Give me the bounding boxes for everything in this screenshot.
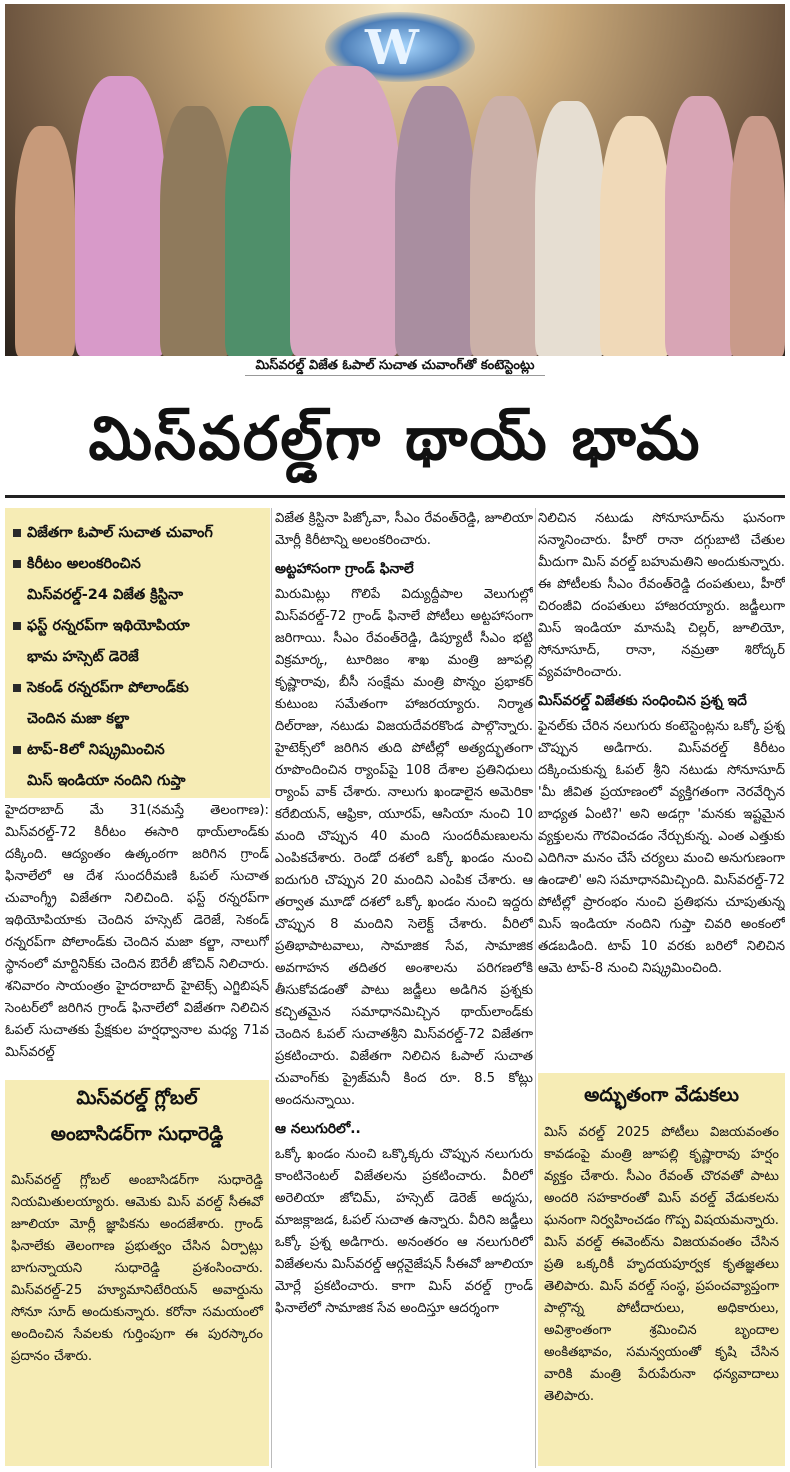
ambassador-title-line-1: మిస్‌వరల్డ్ గ్లోబల్ <box>76 1087 198 1109</box>
highlights-box <box>5 508 270 798</box>
headline: మిస్‌వరల్డ్‌గా థాయ్ భామ <box>88 404 702 474</box>
highlight-item: విజేతగా ఓపాల్ సుచాత చువాంగ్ <box>13 518 264 549</box>
subheading-final-four: ఆ నలుగురిలో.. <box>275 1121 361 1137</box>
article-column-2 <box>275 508 533 1468</box>
highlight-item-continued: చెందిన మజా కల్జా <box>27 711 130 727</box>
square-bullet-icon <box>13 684 21 692</box>
highlight-item: సెకండ్ రన్నరప్‌గా పోలాండ్‌కు <box>13 673 264 704</box>
contestant-figure <box>395 86 475 356</box>
article-column-3 <box>538 508 785 1068</box>
highlight-item-continued: భామ హస్సెట్ డెరెజే <box>27 649 139 665</box>
celebrations-text-block <box>538 1118 785 1466</box>
contestant-figure <box>665 96 735 356</box>
contestant-figure <box>470 96 540 356</box>
square-bullet-icon <box>13 622 21 630</box>
intro-paragraph: హైదరాబాద్ మే 31(నమస్తే తెలంగాణ): మిస్‌వరల్డ్-72 కిరీటం ఈసారి థాయ్‌లాండ్‌కు దక్కింది. ఆద్యంతం ఉత్కంఠగా జరిగిన గ్రాండ్ ఫినాలేలో ఆ దేశ సుందరీమణి ఓపల్ సుచాత చువాంగ్శ్రీ విజేతగా నిలిచింది. ఫస్ట్ రన్నరప్‌గా ఇథియోపియాకు చెందిన హస్సెట్ డెరెజే, సెకండ్ రన్నరప్‌గా పోలాండ్‌కు చెందిన మజా కల్జా, నాలుగో స్థానంలో మార్టినిక్‌కు చెందిన ఔరేలీ జోచిన్ నిలిచారు. శనివారం సాయంత్రం హైదరాబాద్ హైటెక్స్ ఎగ్జిబిషన్ సెంటర్‌లో జరిగిన గ్రాండ్ ఫినాలేలో విజేతగా నిలిచిన ఓపల్ సుచాతకు ప్రేక్షకుల హర్షధ్వానాల మధ్య 71వ మిస్‌వరల్డ్ <box>5 803 269 1060</box>
highlight-item: కిరీటం అలంకరించిన <box>13 549 264 580</box>
ambassador-box <box>5 1080 269 1166</box>
contestant-figure <box>225 106 295 356</box>
contestant-figure <box>535 101 605 356</box>
article-column-1 <box>5 800 269 1075</box>
headline-rule <box>5 495 785 498</box>
highlight-item: టాప్-8లో నిష్క్రమించిన <box>13 735 264 766</box>
highlight-item-continued: మిస్ ఇండియా నందిని గుప్తా <box>27 773 186 789</box>
column-divider <box>535 508 536 1468</box>
subheading-question: మిస్‌వరల్డ్ విజేతకు సంధించిన ప్రశ్న ఇదే <box>538 693 747 709</box>
logo-letter: W <box>365 20 419 76</box>
ambassador-title-line-2: అంబాసిడర్‌గా సుధారెడ్డి <box>50 1123 224 1145</box>
column-divider <box>271 508 272 1468</box>
celebrations-paragraph: మిస్ వరల్డ్ 2025 పోటీలు విజయవంతం కావడంపై మంత్రి జూపల్లి కృష్ణారావు హర్షం వ్యక్తం చేశారు. సీఎం రేవంత్ చొరవతో పాటు అందరి సహకారంతో మిస్ వరల్డ్ వేడుకలను ఘనంగా నిర్వహించడం గొప్ప విషయమన్నారు. మిస్ వరల్డ్ ఈవెంట్‌ను విజయవంతం చేసిన ప్రతి ఒక్కరికీ హృదయపూర్వక కృతజ్ఞతలు తెలిపారు. మిస్ వరల్డ్ సంస్థ, ప్రపంచవ్యాప్తంగా పాల్గొన్న పోటీదారులు, అధికారులు, అవిశ్రాంతంగా శ్రమించిన బృందాల అంకితభావం, సమన్వయంతో కృషి చేసిన వారికి మంత్రి పేరుపేరునా ధన్యవాదాలు తెలిపారు. <box>544 1125 779 1404</box>
lead-paragraph: విజేత క్రిస్టినా పిజ్కోవా, సీఎం రేవంత్‌రెడ్డి, జూలియా మోర్లీ కిరీటాన్ని అలంకరించారు. <box>275 511 533 548</box>
contestant-figure <box>290 66 400 356</box>
contestant-figure <box>730 116 785 356</box>
grand-finale-paragraph: మిరుమిట్లు గొలిపే విద్యుద్దీపాల వెలుగుల్లో మిస్‌వరల్డ్-72 గ్రాండ్ ఫినాలే పోటీలు అట్టహాసంగా జరిగాయి. సీఎం రేవంత్‌రెడ్డి, డిప్యూటీ సీఎం భట్టి విక్రమార్క, టూరిజం శాఖ మంత్రి జూపల్లి కృష్ణారావు, బీసీ సంక్షేమ మంత్రి పొన్నం ప్రభాకర్ కుటుంబ సమేతంగా హాజరయ్యారు. నిర్మాత దిల్‌రాజు, నటుడు విజయదేవరకొండ పాల్గొన్నారు. హైటెక్స్‌లో జరిగిన తుది పోటీల్లో అత్యద్భుతంగా రూపొందించిన ర్యాంప్‌పై 108 దేశాల ప్రతినిధులు ర్యాంప్ వాక్ చేశారు. నాలుగు ఖండాలైన అమెరికా కరేబియన్, ఆఫ్రికా, యూరప్, ఆసియా నుంచి 10 మంది చొప్పున 40 మంది సుందరీమణులను ఎంపికచేశారు. రెండో దశలో ఒక్కో ఖండం నుంచి ఐదుగురి చొప్పున 20 మందిని ఎంపిక చేశారు. ఆ తర్వాత మూడో దశలో ఒక్కో ఖండం నుంచి ఇద్దరు చొప్పున 8 మందిని సెలెక్ట్ చేశారు. వీరిలో ప్రతిభాపాటవాలు, సామాజిక సేవ, సామాజిక అవగాహన తదితర అంశాలను పరిగణలోకి తీసుకోవడంతో పాటు జడ్జీలు అడిగిన ప్రశ్నకు కచ్చితమైన సమాధానమిచ్చిన థాయ్‌లాండ్‌కు చెందిన ఓపల్ సుచాతశ్రీని మిస్‌వరల్డ్-72 విజేతగా ప్రకటించారు. విజేతగా నిలిచిన ఓపాల్ సుచాత చువాంగ్‌కు ప్రైజ్‌మనీ కింద రూ. 8.5 కోట్లు అందనున్నాయి. <box>275 587 533 1108</box>
question-paragraph: ఫైనల్‌కు చేరిన నలుగురు కంటెస్టెంట్లను ఒక్కో ప్రశ్న చొప్పున అడిగారు. మిస్‌వరల్డ్ కిరీటం దక్కించుకున్న ఓపల్ శ్రీని నటుడు సోనూసూద్ 'మీ జీవిత ప్రయాణంలో వ్యక్తిగతంగా నెరవేర్చిన బాధ్యత ఏంటి?' అని అడగ్గా 'మనకు ఇష్టమైన వ్యక్తులను గౌరవించడం నేర్చుకున్న. ఎంత ఎత్తుకు ఎదిగినా మనం చేసే చర్యలు మంచి అనుగుణంగా ఉండాలి' అని సమాధానమిచ్చింది. మిస్‌వరల్డ్-72 పోటీల్లో ప్రారంభం నుంచి ప్రతిభను చూపుతున్న మిస్ ఇండియా నందిని గుప్తా చివరి అంకంలో తడబడింది. టాప్ 10 వరకు బరిలో నిలిచిన ఆమె టాప్-8 నుంచి నిష్క్రమించింది. <box>538 719 785 976</box>
square-bullet-icon <box>13 746 21 754</box>
celebrations-title-box: అద్భుతంగా వేడుకలు <box>538 1073 785 1118</box>
square-bullet-icon <box>13 529 21 537</box>
contestants-photo <box>5 4 785 356</box>
sonu-sood-paragraph: నిలిచిన నటుడు సోనూసూద్‌ను ఘనంగా సన్మానించారు. హీరో రానా దగ్గుబాటి చేతుల మీదుగా మిస్ వరల్డ్ బహుమతిని అందుకున్నారు. ఈ పోటీలకు సీఎం రేవంత్‌రెడ్డి దంపతులు, హీరో చిరంజీవి దంపతులు హాజరయ్యారు. జడ్జీలుగా మిస్ ఇండియా మానుషి చిల్లర్, జూలియో, సోనూసూద్, రానా, నమ్రతా శిరోద్కర్ వ్యవహరించారు. <box>538 511 785 680</box>
contestant-figure <box>160 106 230 356</box>
contestant-figure <box>600 116 670 356</box>
highlight-item-continued: మిస్‌వరల్డ్-24 విజేత క్రిస్టినా <box>27 587 184 603</box>
ambassador-paragraph: మిస్‌వరల్డ్ గ్లోబల్ అంబాసిడర్‌గా సుధారెడ్డి నియమితులయ్యారు. ఆమెకు మిస్ వరల్డ్ సీఈవో జూలియా మోర్లీ జ్ఞాపికను అందజేశారు. గ్రాండ్ ఫినాలేకు తెలంగాణ ప్రభుత్వం చేసిన ఏర్పాట్లు బాగున్నాయని సుధారెడ్డి ప్రశంసించారు. మిస్‌వరల్డ్-25 హ్యూమానిటేరియన్ అవార్డును సోనూ సూద్ అందుకున్నారు. కరోనా సమయంలో అందించిన సేవలకు గుర్తింపుగా ఈ పురస్కారం ప్రదానం చేశారు. <box>11 1173 263 1364</box>
contestant-figure <box>75 76 165 356</box>
ambassador-text-block <box>5 1166 269 1466</box>
subheading-grand-finale: అట్టహాసంగా గ్రాండ్ ఫినాలే <box>275 561 414 577</box>
square-bullet-icon <box>13 560 21 568</box>
contestant-figure <box>15 126 75 356</box>
photo-caption: మిస్‌వరల్డ్ విజేత ఓపాల్ సుచాత చువాంగ్‌తో కంటెస్టెంట్లు <box>0 358 790 376</box>
highlight-item: ఫస్ట్ రన్నరప్‌గా ఇథియోపియా <box>13 611 264 642</box>
final-four-paragraph: ఒక్కో ఖండం నుంచి ఒక్కొక్కరు చొప్పున నలుగురు కాంటినెంటల్ విజేతలను ప్రకటించారు. వీరిలో అరెలియా జోచిమ్, హస్సెట్ డెరెజ్ అద్మసు, మాజక్లాజడ, ఓపల్ సుచాత ఉన్నారు. వీరిని జడ్జీలు ఒక్కో ప్రశ్న అడిగారు. అనంతరం ఆ నలుగురిలో విజేతలను మిస్‌వరల్డ్ ఆర్గనైజేషన్ సీఈవో జూలియా మోర్లే ప్రకటించారు. కాగా మిస్ వరల్డ్ గ్రాండ్ ఫినాలేలో సామాజిక సేవ అందిస్తూ ఆదర్శంగా <box>275 1147 533 1316</box>
